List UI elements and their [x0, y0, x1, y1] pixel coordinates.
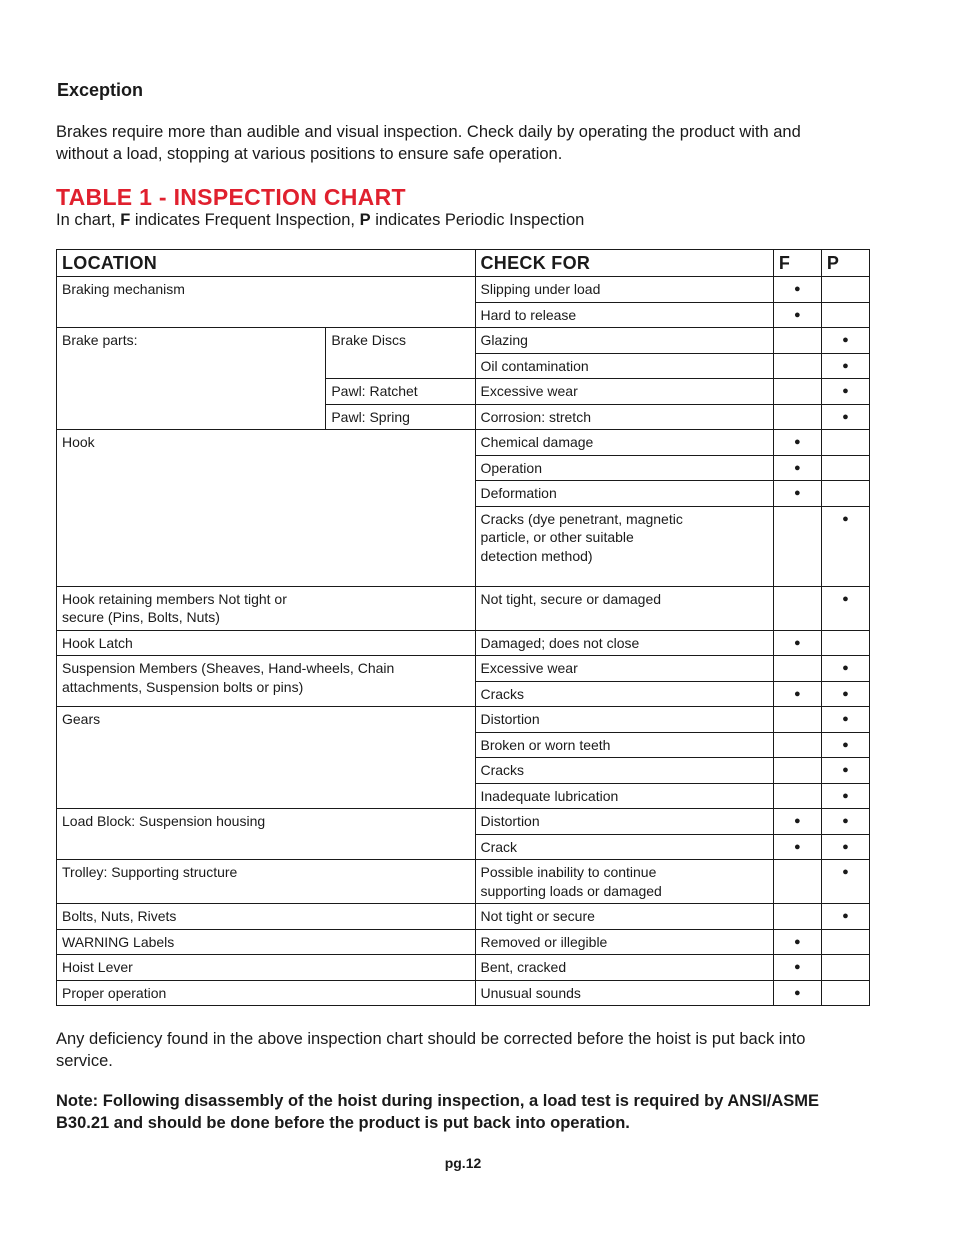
- check-for-cell: Corrosion: stretch: [475, 404, 773, 430]
- periodic-dot: ●: [842, 687, 849, 700]
- frequent-dot: ●: [794, 840, 801, 853]
- check-for-cell: Broken or worn teeth: [475, 732, 773, 758]
- location-cell: Hoist Lever: [57, 955, 476, 981]
- sub-location-cell: Pawl: Ratchet: [326, 379, 475, 405]
- table-row: [57, 707, 870, 733]
- table-row: [57, 904, 870, 930]
- check-for-cell: Not tight, secure or damaged: [475, 586, 773, 630]
- frequent-cell: [773, 904, 821, 930]
- table-row: [57, 277, 870, 303]
- frequent-dot: ●: [794, 461, 801, 474]
- periodic-dot: ●: [842, 840, 849, 853]
- location-cell: WARNING Labels: [57, 929, 476, 955]
- table-header-row: [57, 250, 870, 277]
- table-row: [57, 955, 870, 981]
- sub-location-cell: Pawl: Spring: [326, 404, 475, 430]
- table-title: TABLE 1 - INSPECTION CHART: [56, 184, 406, 210]
- check-for-cell: Cracks: [475, 758, 773, 784]
- location-cell: Braking mechanism: [57, 277, 476, 328]
- periodic-cell: [821, 277, 869, 303]
- table-row: [57, 630, 870, 656]
- check-for-cell: Excessive wear: [475, 656, 773, 682]
- location-cell: Suspension Members (Sheaves, Hand-wheels, Chain attachments, Suspension bolts or pins): [57, 656, 476, 707]
- periodic-cell: [821, 328, 869, 354]
- check-for-cell: Slipping under load: [475, 277, 773, 303]
- frequent-cell: [773, 328, 821, 354]
- deficiency-text: Any deficiency found in the above inspection chart should be corrected before the hoist is put back into service.: [56, 1030, 806, 1070]
- frequent-cell: [773, 430, 821, 456]
- periodic-dot: ●: [842, 512, 849, 525]
- check-for-cell: Chemical damage: [475, 430, 773, 456]
- periodic-cell: [821, 506, 869, 586]
- periodic-dot: ●: [842, 815, 849, 827]
- frequent-cell: [773, 656, 821, 682]
- frequent-cell: [773, 455, 821, 481]
- periodic-cell: [821, 430, 869, 456]
- frequent-cell: [773, 277, 821, 303]
- location-cell: Load Block: Suspension housing: [57, 809, 476, 860]
- periodic-cell: [821, 379, 869, 405]
- periodic-dot: ●: [842, 738, 849, 751]
- frequent-cell: [773, 404, 821, 430]
- check-for-cell: Distortion: [475, 809, 773, 835]
- periodic-cell: [821, 732, 869, 758]
- table-row: [57, 656, 870, 682]
- frequent-cell: [773, 929, 821, 955]
- frequent-cell: [773, 302, 821, 328]
- periodic-cell: [821, 681, 869, 707]
- check-for-cell: Glazing: [475, 328, 773, 354]
- chart-legend: In chart, F indicates Frequent Inspection, P indicates Periodic Inspection: [56, 211, 585, 229]
- location-cell: Brake parts:: [57, 328, 326, 430]
- check-for-cell: Bent, cracked: [475, 955, 773, 981]
- frequent-cell: [773, 758, 821, 784]
- check-for-cell: Crack: [475, 834, 773, 860]
- periodic-cell: [821, 302, 869, 328]
- table-row: [57, 980, 870, 1006]
- header-f: F: [773, 250, 821, 277]
- periodic-cell: [821, 783, 869, 809]
- periodic-cell: [821, 904, 869, 930]
- table-body: [57, 277, 870, 1006]
- periodic-dot: ●: [842, 764, 849, 776]
- periodic-cell: [821, 980, 869, 1006]
- frequent-cell: [773, 506, 821, 586]
- periodic-dot: ●: [842, 592, 849, 605]
- frequent-cell: [773, 353, 821, 379]
- periodic-dot: ●: [842, 662, 849, 674]
- frequent-cell: [773, 707, 821, 733]
- frequent-cell: [773, 681, 821, 707]
- frequent-cell: [773, 732, 821, 758]
- frequent-dot: ●: [794, 436, 801, 448]
- periodic-dot: ●: [842, 410, 849, 423]
- check-for-cell: Not tight or secure: [475, 904, 773, 930]
- check-for-cell: Operation: [475, 455, 773, 481]
- check-for-cell: Cracks: [475, 681, 773, 707]
- check-for-cell: Possible inability to continue supporting loads or damaged: [475, 860, 773, 904]
- frequent-dot: ●: [794, 687, 801, 700]
- table-row: [57, 430, 870, 456]
- location-cell: Hook retaining members Not tight or secure (Pins, Bolts, Nuts): [57, 586, 476, 630]
- check-for-cell: Removed or illegible: [475, 929, 773, 955]
- frequent-dot: ●: [794, 487, 801, 499]
- check-for-cell: Distortion: [475, 707, 773, 733]
- table-row: [57, 328, 870, 354]
- location-cell: Gears: [57, 707, 476, 809]
- header-location: LOCATION: [57, 250, 476, 277]
- location-cell: Trolley: Supporting structure: [57, 860, 476, 904]
- frequent-dot: ●: [794, 815, 801, 827]
- frequent-cell: [773, 481, 821, 507]
- periodic-dot: ●: [842, 910, 849, 922]
- table-row: [57, 860, 870, 904]
- periodic-cell: [821, 630, 869, 656]
- periodic-dot: ●: [842, 334, 849, 346]
- frequent-cell: [773, 809, 821, 835]
- check-for-cell: Unusual sounds: [475, 980, 773, 1006]
- location-cell: Hook: [57, 430, 476, 587]
- frequent-dot: ●: [794, 935, 801, 948]
- inspection-chart-table: [56, 249, 870, 1006]
- location-cell: Proper operation: [57, 980, 476, 1006]
- frequent-dot: ●: [794, 283, 801, 295]
- frequent-cell: [773, 955, 821, 981]
- frequent-dot: ●: [794, 636, 801, 649]
- exception-heading: Exception: [57, 80, 144, 100]
- sub-location-cell: Brake Discs: [326, 328, 475, 379]
- frequent-cell: [773, 860, 821, 904]
- check-for-cell: Excessive wear: [475, 379, 773, 405]
- periodic-dot: ●: [842, 359, 849, 372]
- check-for-cell: Cracks (dye penetrant, magnetic particle, or other suitable detection method): [475, 506, 773, 586]
- location-cell: Bolts, Nuts, Rivets: [57, 904, 476, 930]
- periodic-cell: [821, 929, 869, 955]
- frequent-cell: [773, 379, 821, 405]
- location-cell: Hook Latch: [57, 630, 476, 656]
- table-row: [57, 929, 870, 955]
- table-row: [57, 586, 870, 630]
- periodic-cell: [821, 404, 869, 430]
- frequent-cell: [773, 586, 821, 630]
- check-for-cell: Hard to release: [475, 302, 773, 328]
- page-number: pg.12: [444, 1155, 482, 1171]
- periodic-dot: ●: [842, 866, 849, 878]
- periodic-cell: [821, 455, 869, 481]
- periodic-cell: [821, 656, 869, 682]
- header-p: P: [821, 250, 869, 277]
- periodic-cell: [821, 834, 869, 860]
- periodic-cell: [821, 481, 869, 507]
- frequent-dot: ●: [794, 986, 801, 999]
- frequent-dot: ●: [794, 961, 801, 973]
- load-test-note: Note: Following disassembly of the hoist during inspection, a load test is required by ANSI/ASME B30.21 and should be done before the product is put back into operation.: [56, 1092, 820, 1132]
- check-for-cell: Inadequate lubrication: [475, 783, 773, 809]
- exception-text: Brakes require more than audible and visual inspection. Check daily by operating the product with and without a load, stopping at various positions to ensure safe operation.: [56, 123, 801, 163]
- table-row: [57, 809, 870, 835]
- periodic-cell: [821, 758, 869, 784]
- periodic-cell: [821, 955, 869, 981]
- periodic-cell: [821, 586, 869, 630]
- periodic-cell: [821, 707, 869, 733]
- periodic-dot: ●: [842, 385, 849, 397]
- frequent-cell: [773, 834, 821, 860]
- frequent-cell: [773, 980, 821, 1006]
- periodic-cell: [821, 860, 869, 904]
- periodic-cell: [821, 809, 869, 835]
- check-for-cell: Deformation: [475, 481, 773, 507]
- frequent-dot: ●: [794, 308, 801, 321]
- header-check-for: CHECK FOR: [475, 250, 773, 277]
- periodic-cell: [821, 353, 869, 379]
- frequent-cell: [773, 783, 821, 809]
- frequent-cell: [773, 630, 821, 656]
- periodic-dot: ●: [842, 713, 849, 725]
- check-for-cell: Oil contamination: [475, 353, 773, 379]
- check-for-cell: Damaged; does not close: [475, 630, 773, 656]
- periodic-dot: ●: [842, 789, 849, 802]
